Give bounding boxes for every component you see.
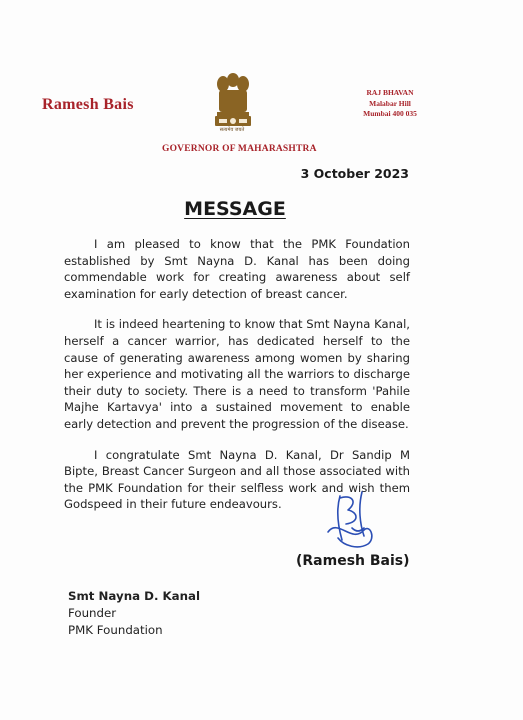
recipient-block (68, 588, 200, 639)
body-paragraph: It is indeed heartening to know that Smt Nayna Kanal, herself a cancer warrior, has dedicated herself to the cause of generating awareness among women by sharing her experience and motivating all the warriors to discharge their duty to society. There is a need to transform 'Pahile Majhe Kartavya' into a sustained movement to enable early detection and prevent the progression of the disease. (64, 317, 410, 431)
sender-name: Ramesh Bais (42, 96, 134, 113)
office-title: GOVERNOR OF MAHARASHTRA (162, 144, 317, 154)
address-line: Malabar Hill (369, 98, 411, 108)
recipient-role: Founder (68, 606, 117, 620)
body-paragraph: I am pleased to know that the PMK Foundation established by Smt Nayna D. Kanal has been doing commendable work for creating awareness about self examination for early detection of breast cancer. (64, 237, 410, 301)
letter-heading: MESSAGE (184, 198, 286, 220)
address-line: Mumbai 400 035 (363, 109, 417, 118)
letter-body (64, 236, 410, 527)
address-line: RAJ BHAVAN (366, 88, 414, 97)
signatory-name: (Ramesh Bais) (296, 553, 410, 569)
body-paragraph: I congratulate Smt Nayna D. Kanal, Dr Sandip M Bipte, Breast Cancer Surgeon and all those associated with the PMK Foundation for their selfless work and wish them Godspeed in their future endeavours. (64, 447, 410, 512)
recipient-name: Smt Nayna D. Kanal (68, 589, 201, 603)
handwritten-signature (318, 488, 388, 554)
letter-date: 3 October 2023 (300, 166, 409, 181)
address-block (340, 88, 440, 120)
emblem-motto: सत्यमेव जयते (219, 127, 245, 133)
recipient-organization: PMK Foundation (68, 623, 163, 637)
